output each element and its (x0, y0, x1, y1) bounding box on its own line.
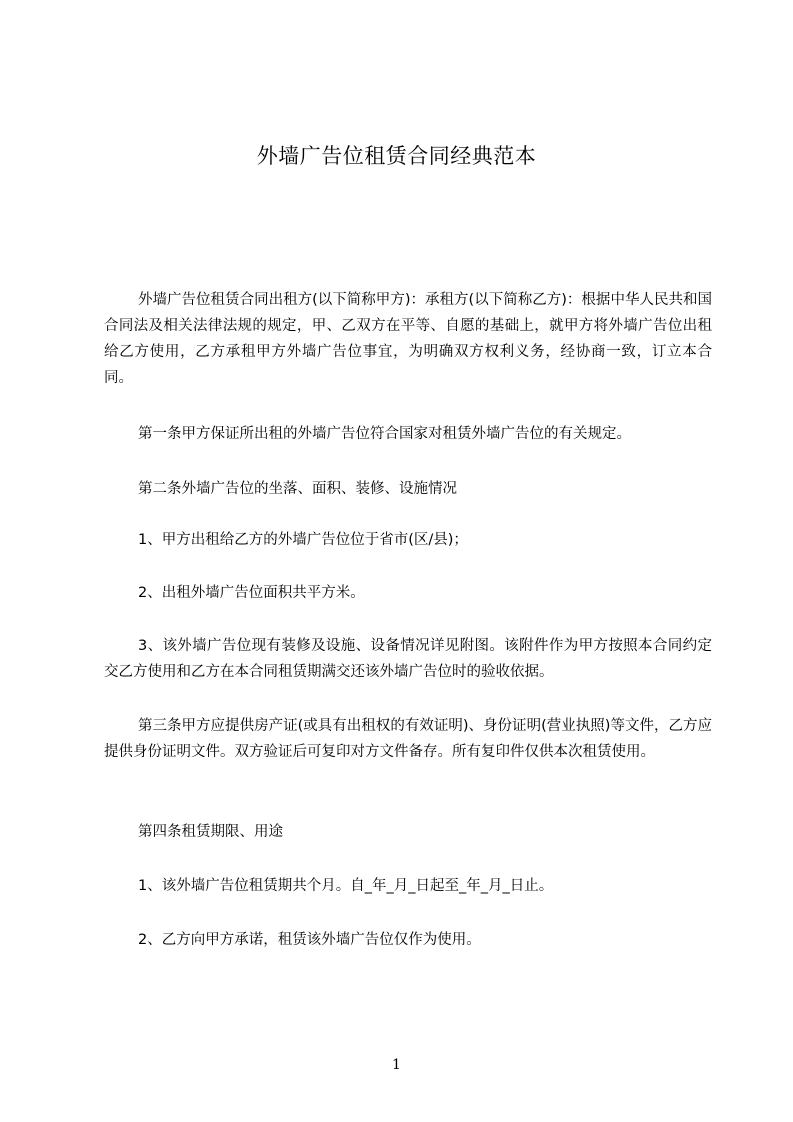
paragraph-article-4-item-2: 2、乙方向甲方承诺，租赁该外墙广告位仅作为使用。 (138, 932, 481, 948)
paragraph-article-2-item-1: 1、甲方出租给乙方的外墙广告位位于省市(区/县)； (138, 532, 468, 548)
page-number: 1 (392, 1057, 401, 1073)
document-title: 外墙广告位租赁合同经典范本 (256, 144, 537, 168)
paragraph-article-4: 第四条租赁期限、用途 (138, 824, 283, 840)
paragraph-article-4-item-1: 1、该外墙广告位租赁期共个月。自_年_月_日起至_年_月_日止。 (138, 878, 554, 894)
paragraph-article-2: 第二条外墙广告位的坐落、面积、装修、设施情况 (138, 481, 457, 497)
paragraph-intro: 外墙广告位租赁合同出租方(以下简称甲方)：承租方(以下简称乙方)：根据中华人民共和国合同法及相关法律法规的规定，甲、乙双方在平等、自愿的基础上，就甲方将外墙广告位出租给乙方使用，乙方承租甲方外墙广告位事宜，为明确双方权利义务，经协商一致，订立本合同。 (104, 292, 712, 386)
paragraph-article-1: 第一条甲方保证所出租的外墙广告位符合国家对租赁外墙广告位的有关规定。 (138, 426, 631, 442)
paragraph-article-2-item-3: 3、该外墙广告位现有装修及设施、设备情况详见附图。该附件作为甲方按照本合同约定交乙方使用和乙方在本合同租赁期满交还该外墙广告位时的验收依据。 (104, 638, 712, 680)
paragraph-article-2-item-2: 2、出租外墙广告位面积共平方米。 (138, 585, 365, 601)
paragraph-article-3: 第三条甲方应提供房产证(或具有出租权的有效证明)、身份证明(营业执照)等文件，乙方应提供身份证明文件。双方验证后可复印对方文件备存。所有复印件仅供本次租赁使用。 (104, 718, 712, 760)
